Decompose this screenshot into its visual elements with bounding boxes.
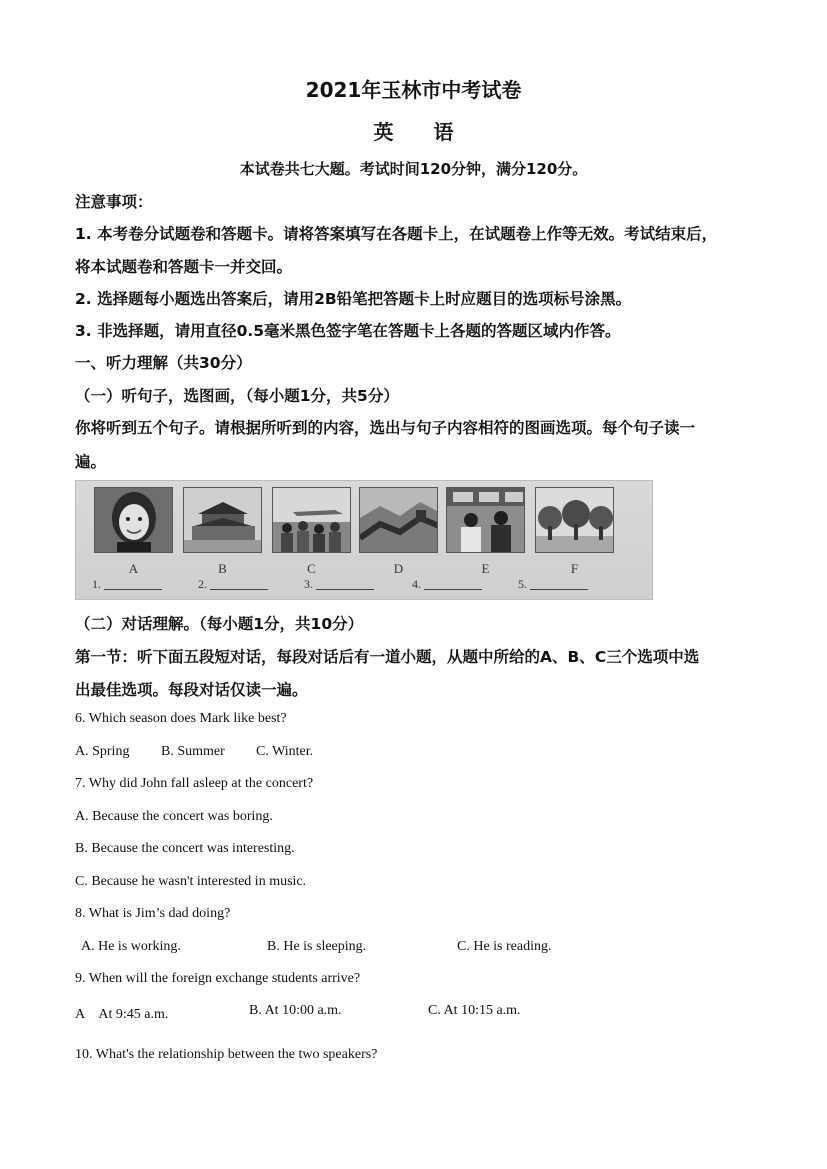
notice-item-3: 3. 非选择题，请用直径0.5毫米黑色签字笔在答题卡上各题的答题区域内作答。 — [75, 322, 621, 340]
notice-item-1: 1. 本考卷分试题卷和答题卡。请将答案填写在各题卡上，在试题卷上作等无效。考试结束后， — [75, 225, 718, 243]
answer-blank-number: 4. — [412, 577, 421, 591]
part2-heading: （二）对话理解。（每小题1分，共10分） — [75, 615, 364, 633]
question-6-option-b: B. Summer — [161, 744, 225, 759]
question-10-stem: 10. What's the relationship between the two speakers? — [75, 1047, 378, 1062]
picture-label-b: B — [218, 561, 227, 576]
tiananmen-photo — [183, 487, 262, 553]
picture-strip — [75, 480, 653, 600]
girl-portrait-photo — [94, 487, 173, 553]
exam-title: 2021年玉林市中考试卷 — [305, 78, 522, 102]
question-8-stem: 8. What is Jim’s dad doing? — [75, 906, 231, 921]
subject-title: 英 语 — [373, 120, 454, 144]
answer-blank-1 — [92, 577, 162, 592]
answer-blank-3 — [304, 577, 374, 592]
question-6-stem: 6. Which season does Mark like best? — [75, 711, 287, 726]
picture-label-a: A — [128, 561, 139, 576]
great-wall-photo — [359, 487, 438, 553]
question-7-option-c: C. Because he wasn't interested in music. — [75, 874, 307, 889]
notice-item-1-cont: 将本试题卷和答题卡一并交回。 — [75, 258, 293, 276]
question-9-option-a: A At 9:45 a.m. — [75, 1007, 169, 1022]
answer-blank-number: 3. — [304, 577, 313, 591]
part2-instruction: 第一节：听下面五段短对话，每段对话后有一道小题，从题中所给的A、B、C三个选项中选 — [75, 648, 700, 666]
picture-label-e: E — [481, 561, 490, 576]
question-7-option-a: A. Because the concert was boring. — [75, 809, 273, 824]
question-6-option-c: C. Winter. — [256, 744, 314, 759]
answer-blank-number: 1. — [92, 577, 101, 591]
answer-blank-2 — [198, 577, 268, 592]
answer-blank-number: 5. — [518, 577, 527, 591]
question-8-option-b: B. He is sleeping. — [267, 939, 367, 954]
part2-instruction-cont: 出最佳选项。每段对话仅读一遍。 — [75, 681, 308, 699]
picture-label-f: F — [570, 561, 579, 576]
part1-instruction-cont: 遍。 — [75, 453, 107, 471]
exam-info: 本试卷共七大题。考试时间120分钟，满分120分。 — [239, 160, 588, 178]
question-9-stem: 9. When will the foreign exchange students arrive? — [75, 971, 361, 986]
question-8-option-a: A. He is working. — [81, 939, 181, 954]
picture-label-d: D — [393, 561, 404, 576]
part1-heading: （一）听句子，选图画，（每小题1分，共5分） — [75, 387, 399, 405]
notice-heading: 注意事项： — [75, 193, 153, 211]
airport-crowd-photo — [272, 487, 351, 553]
question-6-option-a: A. Spring — [75, 744, 130, 759]
question-7-stem: 7. Why did John fall asleep at the concert? — [75, 776, 314, 791]
picture-label-c: C — [307, 561, 316, 576]
question-7-option-b: B. Because the concert was interesting. — [75, 841, 295, 856]
trees-photo — [535, 487, 614, 553]
question-9-option-c: C. At 10:15 a.m. — [428, 1003, 521, 1018]
question-9-option-b: B. At 10:00 a.m. — [249, 1003, 342, 1018]
answer-blank-5 — [518, 577, 588, 592]
part1-instruction: 你将听到五个句子。请根据所听到的内容，选出与句子内容相符的图画选项。每个句子读一 — [75, 419, 696, 437]
answer-blank-4 — [412, 577, 482, 592]
answer-blank-number: 2. — [198, 577, 207, 591]
classroom-photo — [446, 487, 525, 553]
section-heading: 一、听力理解（共30分） — [75, 354, 252, 372]
question-8-option-c: C. He is reading. — [457, 939, 552, 954]
notice-item-2: 2. 选择题每小题选出答案后，请用2B铅笔把答题卡上时应题目的选项标号涂黑。 — [75, 290, 632, 308]
